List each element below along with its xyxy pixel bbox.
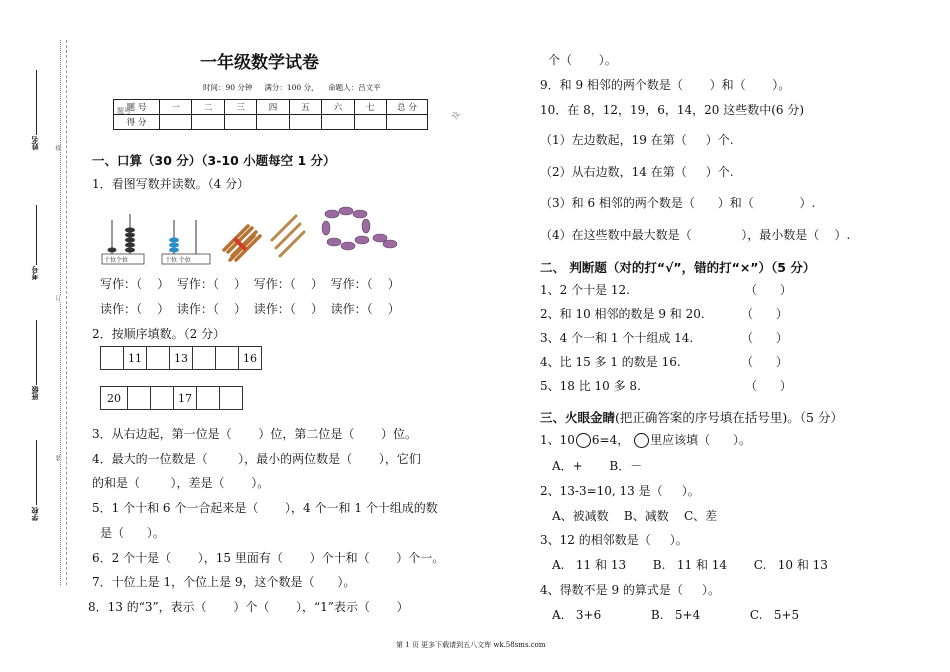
q4-text-line1[interactable]: 4．最大的一位数是（ ），最小的两位数是（ ），它们 — [92, 452, 421, 466]
score-label-cell: 得 分 — [114, 115, 160, 130]
score-cell[interactable] — [354, 115, 386, 130]
q1-pictures — [100, 200, 420, 270]
abacus-1-labels: 十位个位 — [104, 257, 129, 264]
score-cell[interactable] — [387, 115, 428, 130]
score-header-cell: 总 分 — [387, 100, 428, 115]
sequence-table-2 — [100, 386, 243, 410]
score-header-cell: 五 — [289, 100, 321, 115]
judge-blank-1[interactable]: （ ） — [745, 283, 792, 297]
page-title: 一年级数学试卷 — [200, 53, 319, 73]
exam-no-label: 考号 — [31, 266, 39, 280]
exam-meta: 时间：90 分钟 满分：100 分， 命题人：吕文平 — [203, 83, 381, 92]
score-cell[interactable] — [289, 115, 321, 130]
q10-text: 10．在 8，12，19，6，14，20 这些数中(6 分) — [540, 103, 805, 117]
mc4-question[interactable]: 4、得数不是 9 的算式是（ ）。 — [540, 583, 720, 597]
name-blank-line — [36, 70, 37, 135]
school-blank-line — [36, 440, 37, 505]
judge-blank-4[interactable]: （ ） — [741, 355, 788, 369]
score-table — [113, 99, 428, 130]
q7-text[interactable]: 7．十位上是 1，个位上是 9，这个数是（ ）。 — [92, 575, 356, 589]
seq-cell: 16 — [239, 347, 262, 370]
score-cell[interactable] — [257, 115, 289, 130]
cut-mark-bind: 订 — [54, 295, 61, 301]
judge-item-3: 3、4 个一和 1 个十组成 14. — [540, 331, 694, 345]
stick-bundle-icon — [224, 226, 260, 260]
class-blank-line — [36, 320, 37, 385]
seq-cell: 13 — [170, 347, 193, 370]
q8-continued[interactable]: 个（ ）。 — [548, 53, 617, 67]
mc3-options[interactable]: A. 11 和 13 B. 11 和 14 C. 10 和 13 — [552, 558, 828, 572]
q8-text[interactable]: 8．13 的“3”，表示（ ）个（ ），“1”表示（ ） — [88, 600, 409, 614]
judge-item-1: 1、2 个十是 12. — [540, 283, 630, 297]
mc1-part-b: 6=4， — [591, 433, 630, 447]
write-row[interactable]: 写作：（ ） 写作：（ ） 写作：（ ） 写作：（ ） — [100, 277, 400, 291]
mc2-options[interactable]: A、被减数 B、减数 C、差 — [552, 509, 718, 523]
q9-text[interactable]: 9．和 9 相邻的两个数是（ ）和（ ）。 — [540, 78, 791, 92]
circle-blank-icon[interactable] — [576, 433, 591, 448]
cut-mark-pack: 装 — [54, 455, 61, 461]
score-cell[interactable] — [322, 115, 354, 130]
cut-mark-line: 线 — [54, 145, 61, 151]
exam-no-blank-line — [36, 205, 37, 265]
binding-dashed-line — [66, 40, 67, 585]
score-value-row — [114, 115, 428, 130]
score-header-cell: 六 — [322, 100, 354, 115]
q6-text[interactable]: 6．2 个十是（ ），15 里面有（ ）个十和（ ）个一。 — [92, 551, 445, 565]
score-table-overlay-text: 题号 — [117, 107, 131, 115]
mc3-question[interactable]: 3、12 的相邻数是（ ）。 — [540, 533, 688, 547]
score-header-cell: 七 — [354, 100, 386, 115]
section3-heading-rest: (把正确答案的序号填在括号里)。（5 分） — [615, 410, 843, 425]
score-header-cell: 二 — [192, 100, 224, 115]
sequence-table-1 — [100, 346, 262, 370]
seq-cell[interactable] — [101, 347, 124, 370]
judge-item-2: 2、和 10 相邻的数是 9 和 20. — [540, 307, 705, 321]
mc2-question[interactable]: 2、13-3=10, 13 是（ ）。 — [540, 484, 700, 498]
score-header-cell: 一 — [160, 100, 192, 115]
loose-sticks-icon — [272, 216, 304, 256]
page-footer: 第 1 页 更多下载请到五八文库 wk.58sms.com — [396, 641, 546, 649]
judge-blank-2[interactable]: （ ） — [741, 307, 788, 321]
q5-text-line2[interactable]: 是（ ）。 — [100, 526, 165, 540]
school-label: 学校 — [31, 507, 39, 521]
class-label: 班级 — [31, 386, 39, 400]
judge-item-4: 4、比 15 多 1 的数是 16. — [540, 355, 681, 369]
abacus-2-labels: 十位 个位 — [165, 257, 191, 264]
score-cell[interactable] — [160, 115, 192, 130]
seq-cell[interactable] — [220, 387, 243, 410]
candy-ring-icon — [322, 207, 397, 250]
q10-part4[interactable]: （4）在这些数中最大数是（ ），最小数是（ ）. — [540, 228, 851, 242]
seq-cell[interactable] — [193, 347, 216, 370]
section1-heading: 一、口算（30 分）（3-10 小题每空 1 分） — [92, 153, 336, 168]
judge-blank-3[interactable]: （ ） — [741, 331, 788, 345]
judge-item-5: 5、18 比 10 多 8. — [540, 379, 641, 393]
mc1-options[interactable]: A．+ B．－ — [552, 459, 643, 473]
seq-cell: 11 — [124, 347, 147, 370]
score-header-cell: 三 — [224, 100, 256, 115]
score-header-cell: 题 号 — [114, 100, 160, 115]
score-cell[interactable] — [192, 115, 224, 130]
seq-cell[interactable] — [147, 347, 170, 370]
seq-cell[interactable] — [216, 347, 239, 370]
judge-blank-5[interactable]: （ ） — [745, 379, 792, 393]
seq-cell: 20 — [101, 387, 128, 410]
q3-text[interactable]: 3．从右边起，第一位是（ ）位，第二位是（ ）位。 — [92, 427, 418, 441]
q4-text-line2[interactable]: 的和是（ ），差是（ ）。 — [92, 476, 270, 490]
read-row[interactable]: 读作：（ ） 读作：（ ） 读作：（ ） 读作：（ ） — [100, 302, 400, 316]
q10-part2[interactable]: （2）从右边数，14 在第（ ）个. — [540, 165, 734, 179]
mc1-part-a: 1、10 — [540, 433, 575, 447]
section2-heading: 二、 判断题（对的打“√”，错的打“×”）（5 分） — [540, 260, 816, 275]
seq-cell: 17 — [174, 387, 197, 410]
binding-margin — [0, 0, 70, 672]
binding-dotted-line — [60, 40, 61, 585]
score-header-row — [114, 100, 428, 115]
q10-part3[interactable]: （3）和 6 相邻的两个数是（ ）和（ ）. — [540, 196, 816, 210]
mc1-part-c[interactable]: 里应该填（ ）。 — [650, 433, 751, 447]
seq-cell[interactable] — [128, 387, 151, 410]
q10-part1[interactable]: （1）左边数起，19 在第（ ）个. — [540, 133, 734, 147]
seq-cell[interactable] — [151, 387, 174, 410]
q1-text: 1．看图写数并读数。（4 分） — [92, 177, 250, 191]
q5-text-line1[interactable]: 5．1 个十和 6 个一合起来是（ ），4 个一和 1 个十组成的数 — [92, 501, 438, 515]
side-note: 及 — [450, 109, 462, 122]
q2-text: 2．按顺序填数。（2 分） — [92, 327, 226, 341]
mc4-options[interactable]: A. 3+6 B. 5+4 C. 5+5 — [552, 608, 800, 622]
seq-cell[interactable] — [197, 387, 220, 410]
name-label: 姓名 — [31, 136, 39, 150]
section3-heading — [540, 408, 843, 426]
section3-heading-bold: 三、火眼金睛 — [540, 410, 616, 425]
mc1-question — [540, 432, 751, 448]
score-header-cell: 四 — [257, 100, 289, 115]
score-cell[interactable] — [224, 115, 256, 130]
circle-blank-icon — [634, 433, 649, 448]
